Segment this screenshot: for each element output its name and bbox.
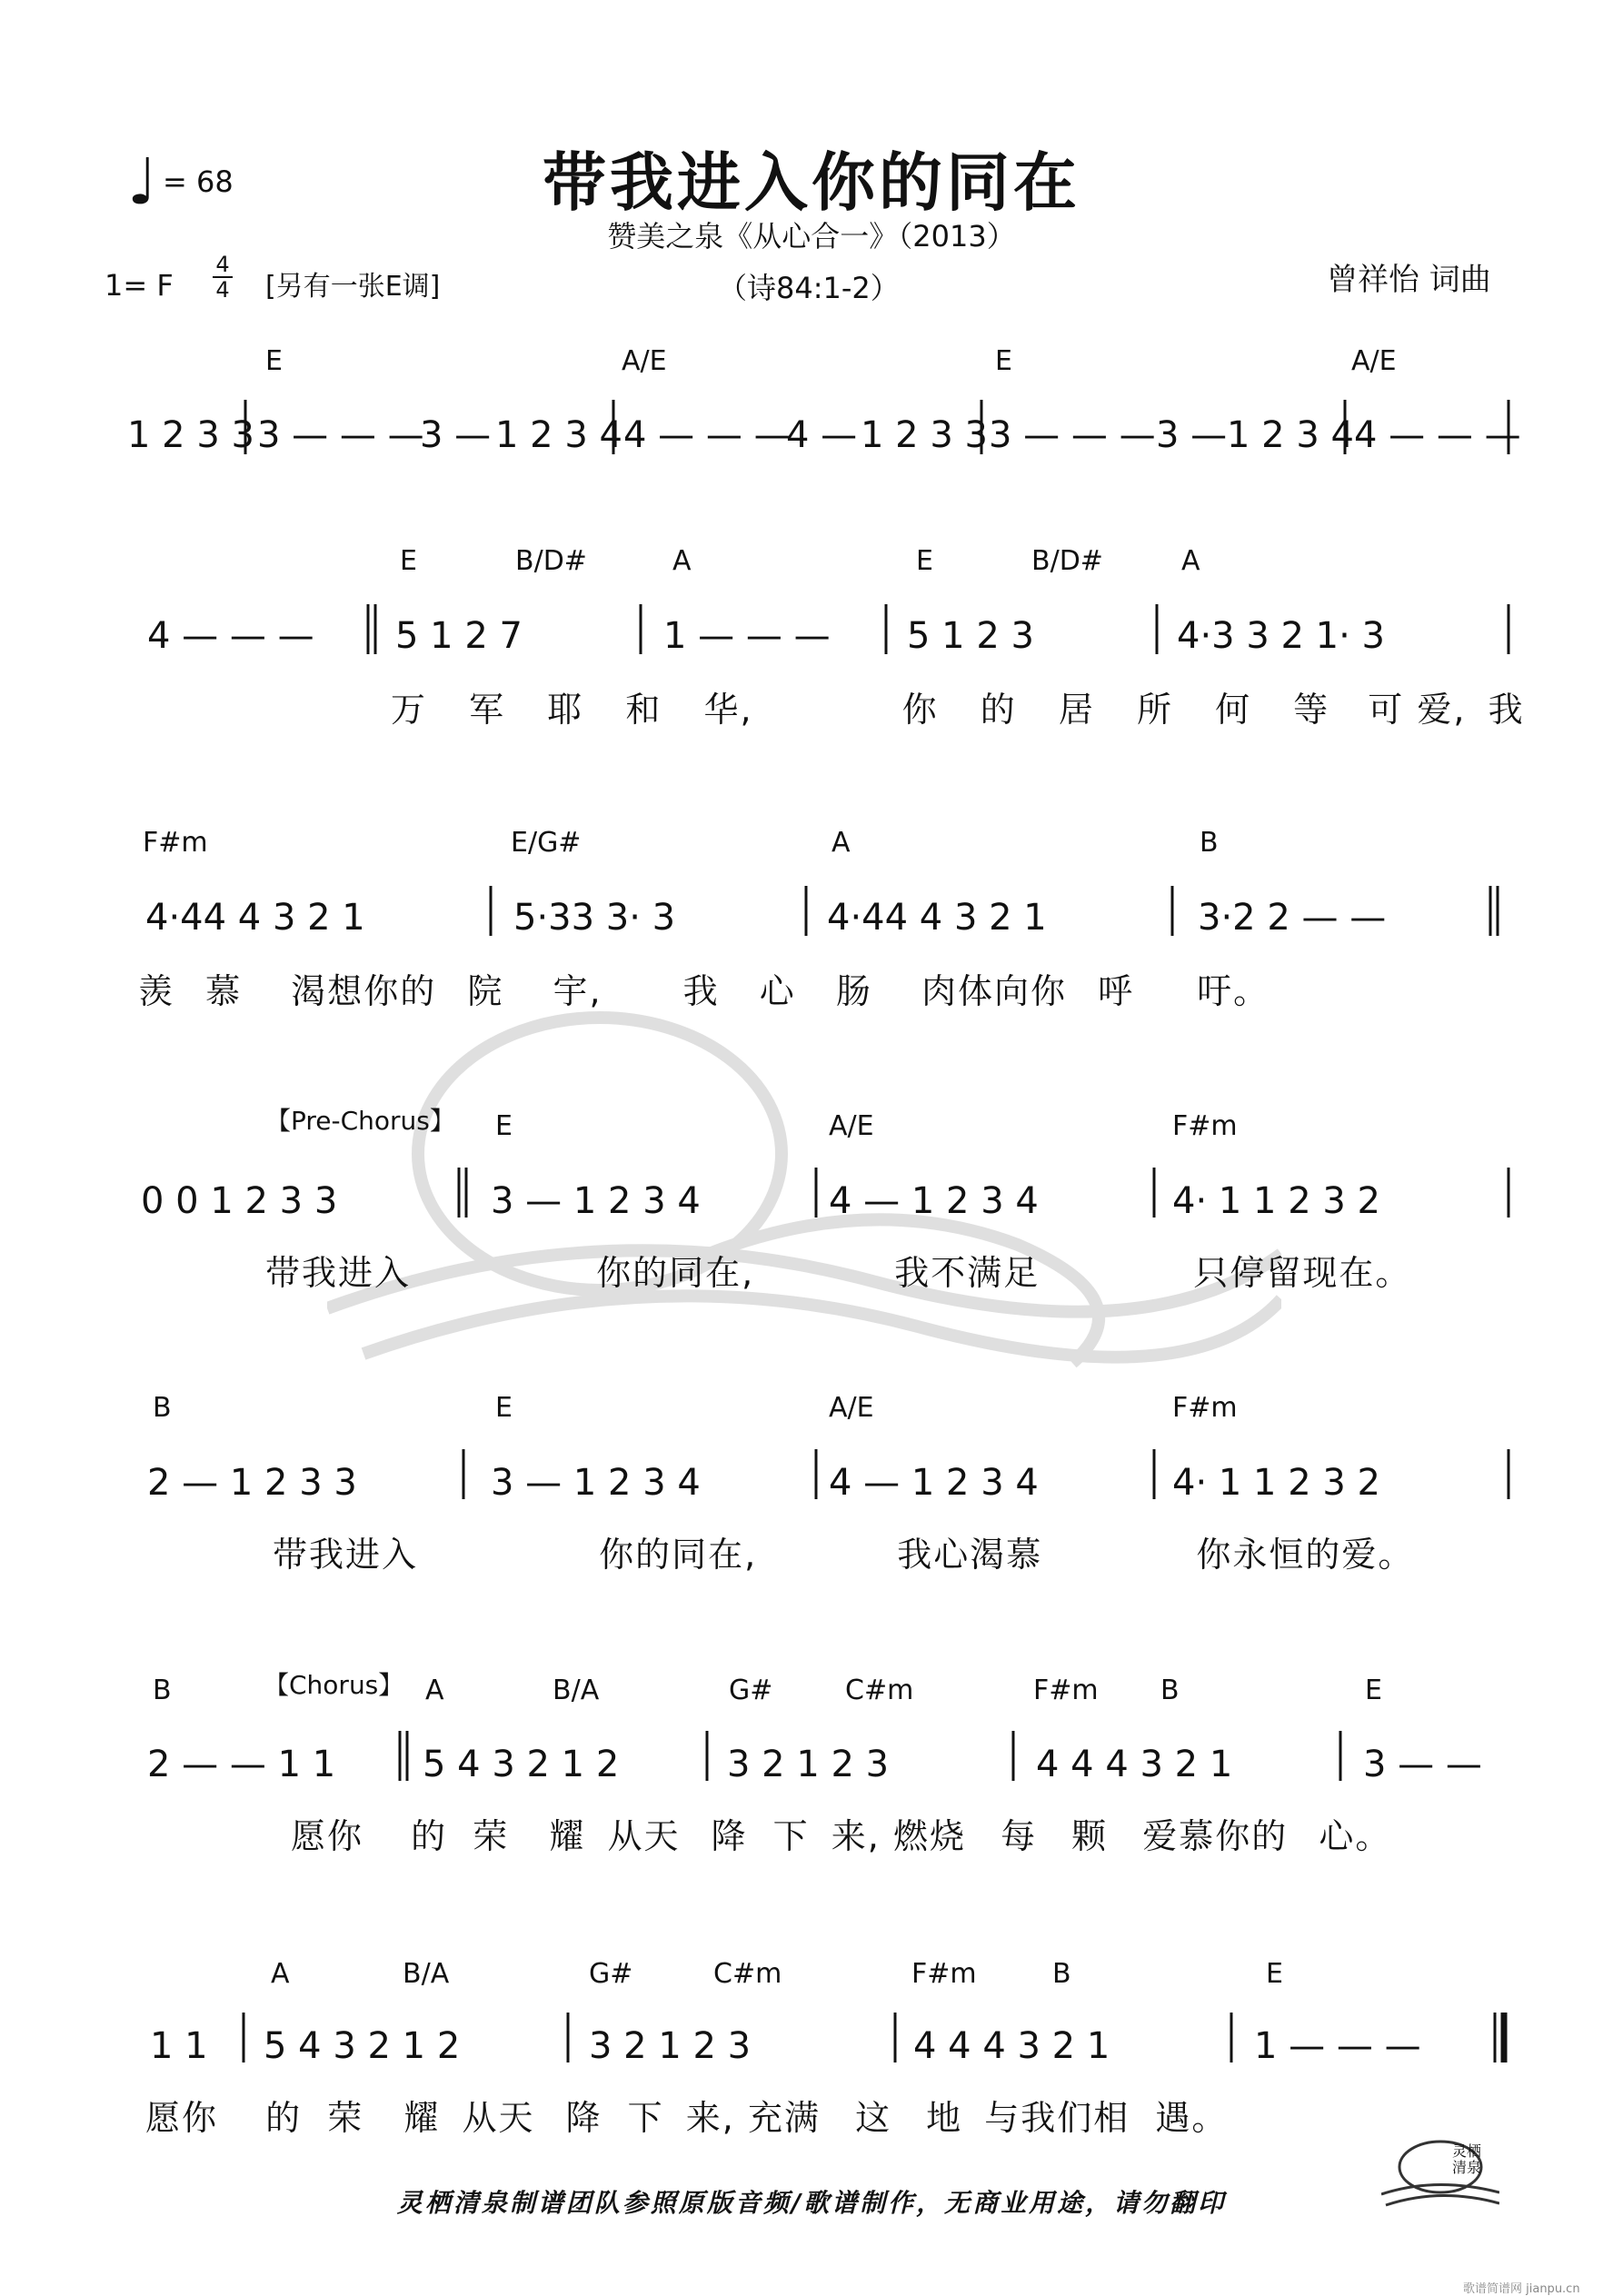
lyric: 与我们相 [984,2098,1130,2138]
lyric: 院 [467,971,504,1011]
lyric: 心。 [1319,1816,1392,1856]
lyric: 来, [831,1816,881,1856]
lyric: 我 [1488,690,1525,730]
svg-text:3 — 1 2 3 4: 3 — 1 2 3 4 [491,1180,701,1222]
svg-text:4·44 4 3 2 1: 4·44 4 3 2 1 [827,897,1047,939]
lyric: 慕 [205,971,243,1011]
svg-text:4 — — —: 4 — — — [623,414,791,456]
row-5-notes [147,1449,1508,1504]
lyric: 愿你 [291,1816,364,1856]
svg-text:3·2 2 — —: 3·2 2 — — [1198,897,1387,939]
lyric: 耀 [549,1816,586,1856]
lyric-row-3 [138,963,1270,1013]
chord: A [1181,545,1200,577]
svg-text:0 0 1 2 3 3: 0 0 1 2 3 3 [141,1180,338,1222]
lyric-row-7 [145,2090,1228,2140]
row-1-notes [127,400,1521,456]
chord: B [1200,827,1219,859]
lyric: 我不满足 [894,1253,1041,1293]
chord: E [916,545,933,577]
lyric: 从天 [462,2098,535,2138]
author-credit: 曾祥怡 词曲 [1327,262,1491,298]
lyric-row-2 [391,681,1525,731]
svg-text:5 1 2 7: 5 1 2 7 [395,615,523,657]
lyric: 下 [627,2098,664,2138]
tempo-value: = 68 [163,164,234,199]
site-watermark: 歌谱简谱网 jianpu.cn [1463,2282,1580,2296]
svg-text:4 — — —: 4 — — — [147,615,314,657]
chord: E/G# [511,827,582,859]
svg-text:1 2 3 4: 1 2 3 4 [1227,414,1354,456]
lyric: 这 [855,2098,892,2138]
key-signature: 1= F [105,268,174,303]
row-3-notes [145,886,1498,939]
svg-text:1 — — —: 1 — — — [1254,2025,1421,2067]
chord: E [495,1110,513,1142]
svg-text:1 1: 1 1 [150,2025,208,2067]
lyric: 你 [901,690,939,730]
lyric: 爱, [1417,690,1467,730]
chord: A [271,1958,290,1990]
lyric: 万 [391,690,428,730]
chord: F#m [143,827,208,859]
lyric: 的 [265,2098,303,2138]
svg-text:4 — — —: 4 — — — [1354,414,1521,456]
lyric: 从天 [607,1816,681,1856]
svg-text:4 — 1 2 3 4: 4 — 1 2 3 4 [829,1180,1039,1222]
svg-text:2 — — 1 1: 2 — — 1 1 [147,1744,336,1785]
chord: B [153,1392,172,1424]
svg-text:5 4 3 2 1 2: 5 4 3 2 1 2 [264,2025,461,2067]
svg-text:3 —: 3 — [420,414,492,456]
lyric: 你的同在, [596,1253,755,1293]
lyric: 宇, [553,971,602,1011]
svg-text:3 — —: 3 — — [1363,1744,1482,1785]
chord: E [1266,1958,1283,1990]
lyric: 荣 [327,2098,364,2138]
row-6-notes [147,1731,1482,1785]
chord: E [495,1392,513,1424]
svg-text:3 — — —: 3 — — — [257,414,424,456]
lyric: 你的同在, [599,1535,758,1575]
alternate-key-note: [另有一张E调] [265,271,441,303]
lyric: 下 [772,1816,810,1856]
row-2-notes [147,604,1508,657]
chord: E [400,545,417,577]
svg-text:4 4 4 3 2 1: 4 4 4 3 2 1 [913,2025,1110,2067]
lyric: 我 [682,971,720,1011]
row-7-notes [150,2013,1504,2067]
lyric: 军 [469,690,506,730]
lyric: 渴想你的 [291,971,437,1011]
chord: A [425,1675,444,1706]
song-subtitle: 赞美之泉《从心合一》（2013） [607,219,1016,253]
chord: B/A [403,1958,450,1990]
chord: B [153,1675,172,1706]
chord: A/E [829,1392,874,1424]
quarter-note-icon: ♩ [127,144,158,219]
svg-text:3 —: 3 — [1156,414,1228,456]
lyric: 降 [711,1816,748,1856]
svg-text:3 — 1 2 3 4: 3 — 1 2 3 4 [491,1462,701,1504]
svg-text:4 — 1 2 3 4: 4 — 1 2 3 4 [829,1462,1039,1504]
lyric: 的 [411,1816,448,1856]
lyric: 华, [703,690,753,730]
lyric: 居 [1058,690,1095,730]
lyric: 只停留现在。 [1193,1253,1412,1293]
lyric: 何 [1215,690,1252,730]
lyric: 肉体向你 [921,971,1067,1011]
svg-text:1 2 3 3: 1 2 3 3 [861,414,988,456]
svg-text:5 4 3 2 1 2: 5 4 3 2 1 2 [423,1744,620,1785]
chord: A/E [1351,345,1397,377]
lyric: 耀 [403,2098,441,2138]
lyric: 燃烧 [892,1816,966,1856]
lyric: 所 [1136,690,1173,730]
lyric: 荣 [473,1816,510,1856]
chord: F#m [1033,1675,1099,1706]
chord: A/E [622,345,667,377]
svg-text:1 2 3 4: 1 2 3 4 [495,414,622,456]
chord: A [672,545,692,577]
lyric: 带我进入 [273,1535,419,1575]
svg-text:4· 1 1 2 3 2: 4· 1 1 2 3 2 [1172,1180,1380,1222]
svg-text:5·33 3· 3: 5·33 3· 3 [513,897,676,939]
verse-reference: （诗84:1-2） [718,271,900,305]
lyric: 降 [565,2098,602,2138]
lyric: 羡 [138,971,175,1011]
chord: B [1160,1675,1180,1706]
lyric-row-6 [291,1808,1391,1858]
svg-text:3 2 1 2 3: 3 2 1 2 3 [589,2025,752,2067]
svg-text:3 2 1 2 3: 3 2 1 2 3 [727,1744,890,1785]
lyric: 等 [1293,690,1330,730]
lyric: 肠 [835,971,872,1011]
chord: A [831,827,851,859]
lyric: 我心渴慕 [897,1535,1043,1575]
lyric: 心 [759,971,796,1011]
lyric: 吁。 [1197,971,1270,1011]
chord: C#m [713,1958,782,1990]
chord: E [1365,1675,1382,1706]
chord: E [995,345,1012,377]
svg-text:4 —: 4 — [786,414,858,456]
lyric: 的 [980,690,1017,730]
chord: E [265,345,283,377]
chord: B [1052,1958,1071,1990]
lyric: 充满 [747,2098,821,2138]
chord: G# [589,1958,633,1990]
lyric: 和 [625,690,662,730]
lyric: 每 [1001,1816,1038,1856]
lyric: 呼 [1098,971,1135,1011]
lyric: 来, [685,2098,735,2138]
lyric: 可 [1368,690,1405,730]
svg-text:4·3 3 2 1· 3: 4·3 3 2 1· 3 [1177,615,1385,657]
chord: B/A [553,1675,600,1706]
lyric: 耶 [547,690,584,730]
song-title: 带我进入你的同在 [543,145,1080,220]
lyric: 遇。 [1155,2098,1229,2138]
svg-text:2 — 1 2 3 3: 2 — 1 2 3 3 [147,1462,357,1504]
svg-text:1 — — —: 1 — — — [663,615,831,657]
svg-text:1 2 3 3: 1 2 3 3 [127,414,254,456]
lyric-row-4 [265,1245,1411,1295]
svg-text:4 4 4 3 2 1: 4 4 4 3 2 1 [1036,1744,1233,1785]
prechorus-label: 【Pre-Chorus】 [265,1106,455,1136]
svg-text:3 — — —: 3 — — — [989,414,1156,456]
lyric: 你永恒的爱。 [1196,1535,1415,1575]
lyric: 愿你 [145,2098,219,2138]
lyric: 带我进入 [265,1253,412,1293]
lyric: 颗 [1071,1816,1109,1856]
time-bottom: 4 [215,277,230,303]
footer-note: 灵栖清泉制谱团队参照原版音频/歌谱制作，无商业用途，请勿翻印 [396,2188,1227,2218]
lyric-row-5 [273,1526,1414,1576]
logo-text: 灵栖清泉 [1452,2142,1482,2176]
chord: B/D# [515,545,587,577]
svg-text:4·44 4 3 2 1: 4·44 4 3 2 1 [145,897,365,939]
chorus-label: 【Chorus】 [264,1670,404,1700]
chord: F#m [1172,1110,1238,1142]
chord: C#m [845,1675,914,1706]
lyric: 爱慕你的 [1142,1816,1289,1856]
publisher-logo [1381,2131,1499,2216]
chord: F#m [911,1958,977,1990]
chord: A/E [829,1110,874,1142]
chord: G# [729,1675,773,1706]
svg-text:5 1 2 3: 5 1 2 3 [907,615,1034,657]
time-top: 4 [215,252,230,277]
row-4-notes [141,1168,1508,1222]
chord: B/D# [1031,545,1103,577]
svg-text:4· 1 1 2 3 2: 4· 1 1 2 3 2 [1172,1462,1380,1504]
lyric: 地 [926,2098,963,2138]
chord: F#m [1172,1392,1238,1424]
